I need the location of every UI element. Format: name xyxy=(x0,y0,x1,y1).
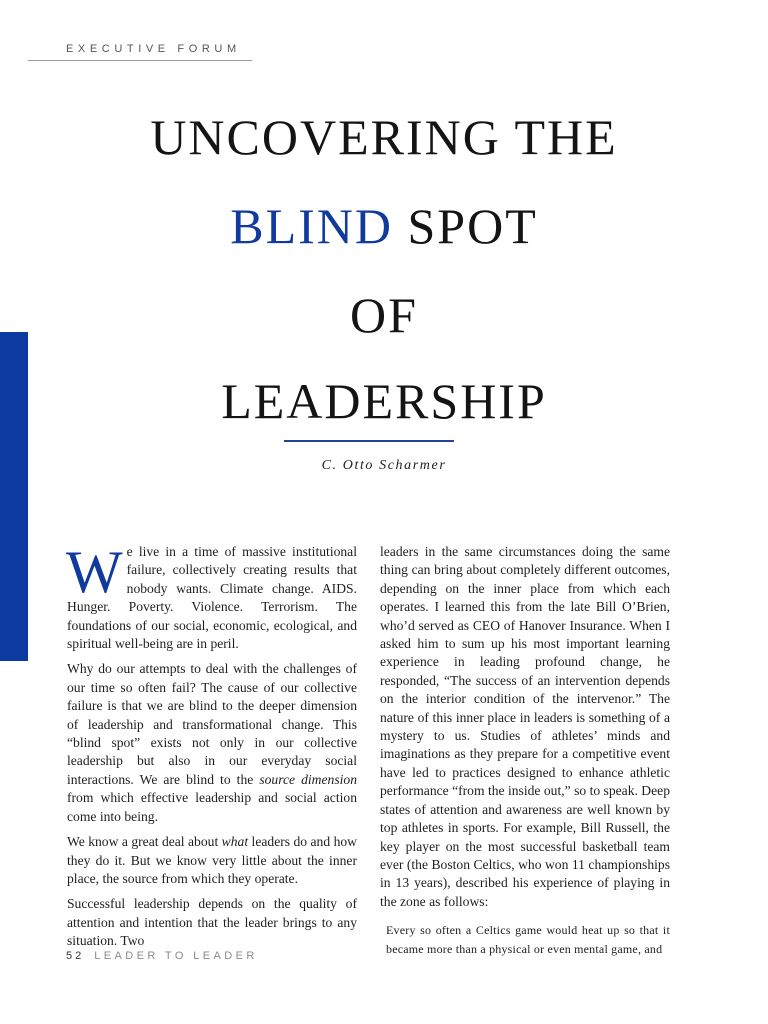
paragraph-3 xyxy=(67,833,357,888)
page-footer xyxy=(66,950,258,962)
title-line-4: LEADERSHIP xyxy=(221,373,547,429)
left-column xyxy=(66,539,357,958)
title-line-2 xyxy=(0,198,768,254)
paragraph-4: Successful leadership depends on the quality of attention and intention that the leader brings to any situation. Two xyxy=(67,896,357,949)
paragraph-5: leaders in the same circumstances doing the same thing can bring about completely different outcomes, depending on the inner place from which each operates. I learned this from the late Bill O’Brien, who’d served as CEO of Hanover Insurance. When I asked him to sum up his most important learning experience in leading profound change, he responded, “The success of an intervention depends on the interior condition of the intervenor.” The nature of this inner place in leaders is something of a mystery to us. Studies of athletes’ minds and imaginations as they prepare for a competitive event have led to practices designed to enhance athletic performance “from the inside out,” so to speak. Deep states of attention and awareness are well known by top athletes in sports. For example, Bill Russell, the key player on the most successful basketball team ever (the Boston Celtics, who won 11 championships in 13 years), described his experience of playing in the zone as follows: xyxy=(380,544,670,909)
publication-name: LEADER TO LEADER xyxy=(94,950,258,962)
paragraph-2-italic: source dimension xyxy=(259,771,357,787)
paragraph-3-italic: what xyxy=(221,834,249,850)
paragraph-2-text-b: from which effective leadership and social action come into being. xyxy=(67,790,357,824)
title-line-3: OF xyxy=(350,287,418,343)
title-line-2-rest: SPOT xyxy=(393,198,538,254)
title-rule xyxy=(284,440,454,442)
paragraph-1-text: e live in a time of massive institutional failure, collectively creating results that nobody wants. Climate change. AIDS. Hunger. Poverty. Violence. Terrorism. The foundations of our social, economic, ecological, and spiritual well-being are in peril. xyxy=(67,544,357,652)
paragraph-2-text-a: Why do our attempts to deal with the challenges of our time so often fail? The cause of our collective failure is that we are blind to the deeper dimension of leadership and transformational change. This “blind spot” exists not only in our collective leadership but also in our everyday social interactions. We are blind to the xyxy=(67,661,357,787)
section-rule xyxy=(28,60,252,61)
paragraph-3-text-b: leaders do and how they do it. But we know very little about the inner place, the source from which they operate. xyxy=(67,834,357,886)
drop-cap: W xyxy=(66,539,123,605)
title-line-1: UNCOVERING THE xyxy=(150,109,618,165)
section-label: EXECUTIVE FORUM xyxy=(66,43,241,55)
title-highlight: BLIND xyxy=(230,198,393,254)
right-column xyxy=(380,543,670,958)
block-quote: Every so often a Celtics game would heat up so that it became more than a physical or even mental game, and xyxy=(386,923,670,956)
page-number: 52 xyxy=(66,950,85,962)
paragraph-1 xyxy=(66,539,357,653)
author-byline: C. Otto Scharmer xyxy=(321,458,447,473)
paragraph-3-text-a: We know a great deal about xyxy=(67,834,222,850)
paragraph-2 xyxy=(67,660,357,826)
